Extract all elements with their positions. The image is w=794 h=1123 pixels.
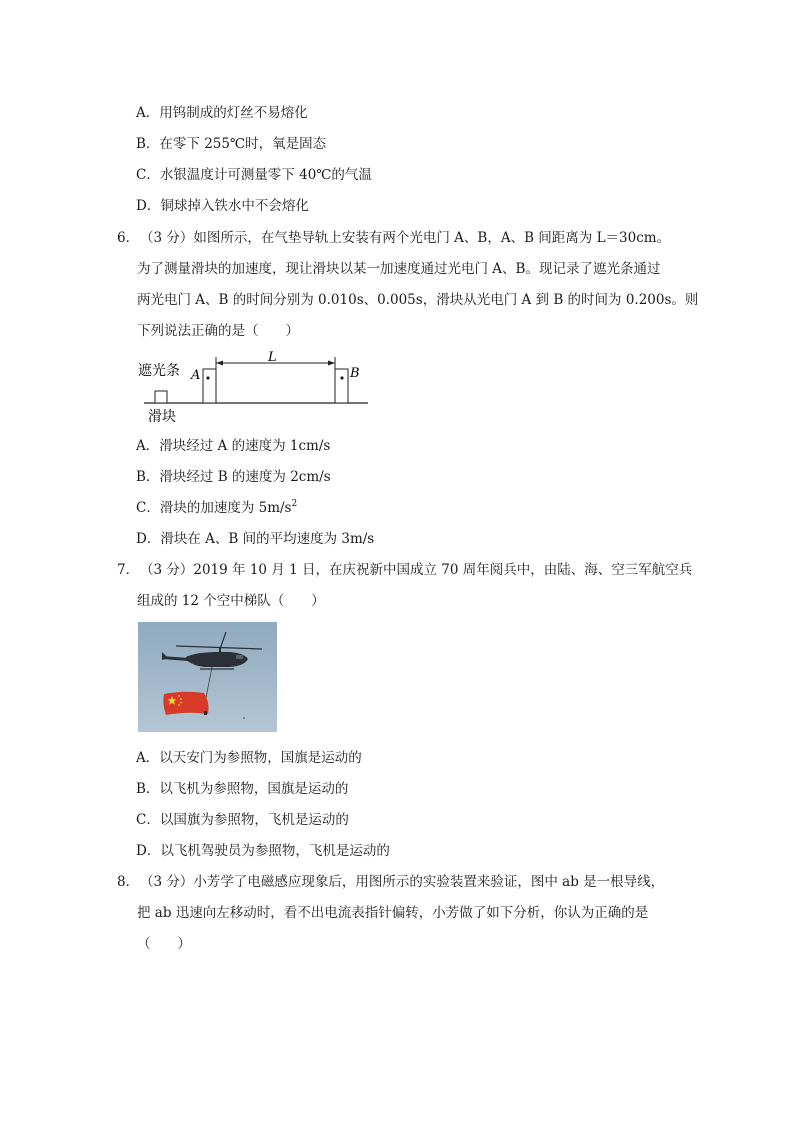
- photogate-a: [203, 369, 216, 403]
- q7-helicopter-flag-photo: [138, 622, 277, 732]
- q5-option-c: C．水银温度计可测量零下 40℃的气温: [136, 167, 372, 183]
- q7-option-d: D．以飞机驾驶员为参照物，飞机是运动的: [136, 843, 390, 859]
- label-a: A: [191, 368, 201, 383]
- label-shade-strip: 遮光条: [138, 363, 180, 379]
- photogate-b-sensor: [340, 376, 343, 379]
- flag-small-star-3: [180, 702, 182, 704]
- q6-stem-line-3: 两光电门 A、B 的时间分别为 0.010s、0.005s，滑块从光电门 A 到 B 的时间为 0.200s。则: [137, 292, 699, 308]
- q7-number: 7．: [117, 562, 140, 578]
- helicopter-cockpit-window: [236, 655, 243, 659]
- q8-number: 8．: [117, 874, 140, 890]
- q7-stem-line-1: （3 分）2019 年 10 月 1 日，在庆祝新中国成立 70 周年阅兵中，由陆、海、空三军航空兵: [140, 562, 693, 578]
- q6-stem-line-2: 为了测量滑块的加速度，现让滑块以某一加速度通过光电门 A、B。现记录了遮光条通过: [137, 261, 661, 277]
- helicopter-body: [186, 652, 248, 667]
- photo-sky: [138, 622, 277, 732]
- flag-small-star-1: [178, 695, 180, 697]
- distant-bird: [243, 717, 245, 719]
- flag-small-star-2: [180, 698, 182, 700]
- q6-stem-line-4: 下列说法正确的是（ ）: [137, 323, 299, 339]
- q6-option-c-superscript: 2: [291, 499, 298, 509]
- q8-stem-line-2: 把 ab 迅速向左移动时，看不出电流表指针偏转，小芳做了如下分析，你认为正确的是: [137, 905, 649, 921]
- q6-stem-line-1: （3 分）如图所示，在气垫导轨上安装有两个光电门 A、B，A、B 间距离为 L＝30cm。: [140, 230, 671, 246]
- q7-stem-line-2: 组成的 12 个空中梯队（ ）: [137, 593, 325, 609]
- photogate-a-sensor: [206, 376, 209, 379]
- q8-stem-line-3: （ ）: [137, 936, 191, 952]
- q5-option-a: A．用钨制成的灯丝不易熔化: [136, 105, 308, 121]
- flag-small-star-4: [178, 704, 180, 706]
- label-l: L: [268, 350, 277, 365]
- distance-arrow-left-head: [216, 361, 223, 366]
- q5-option-d: D．铜球掉入铁水中不会熔化: [136, 198, 309, 214]
- label-slider: 滑块: [148, 409, 176, 425]
- q6-option-d: D．滑块在 A、B 间的平均速度为 3m/s: [136, 531, 375, 547]
- distance-arrow-right-head: [328, 361, 335, 366]
- q6-option-c-text: C．滑块的加速度为 5m/s: [136, 500, 292, 516]
- q6-number: 6．: [117, 230, 140, 246]
- q6-option-b: B．滑块经过 B 的速度为 2cm/s: [136, 469, 331, 485]
- q6-option-c: [136, 498, 297, 518]
- label-b: B: [350, 366, 360, 381]
- photogate-b: [335, 369, 348, 403]
- q7-option-c: C．以国旗为参照物，飞机是运动的: [136, 812, 349, 828]
- q7-option-b: B．以飞机为参照物，国旗是运动的: [136, 781, 349, 797]
- q6-air-track-diagram: [130, 345, 380, 427]
- q5-option-b: B．在零下 255℃时，氧是固态: [136, 136, 327, 152]
- q7-option-a: A．以天安门为参照物，国旗是运动的: [136, 750, 362, 766]
- q8-stem-line-1: （3 分）小芳学了电磁感应现象后，用图所示的实验装置来验证，图中 ab 是一根导线，: [140, 874, 665, 890]
- q6-option-a: A．滑块经过 A 的速度为 1cm/s: [136, 438, 331, 454]
- slider-block: [155, 391, 167, 403]
- flag-weight: [204, 711, 207, 715]
